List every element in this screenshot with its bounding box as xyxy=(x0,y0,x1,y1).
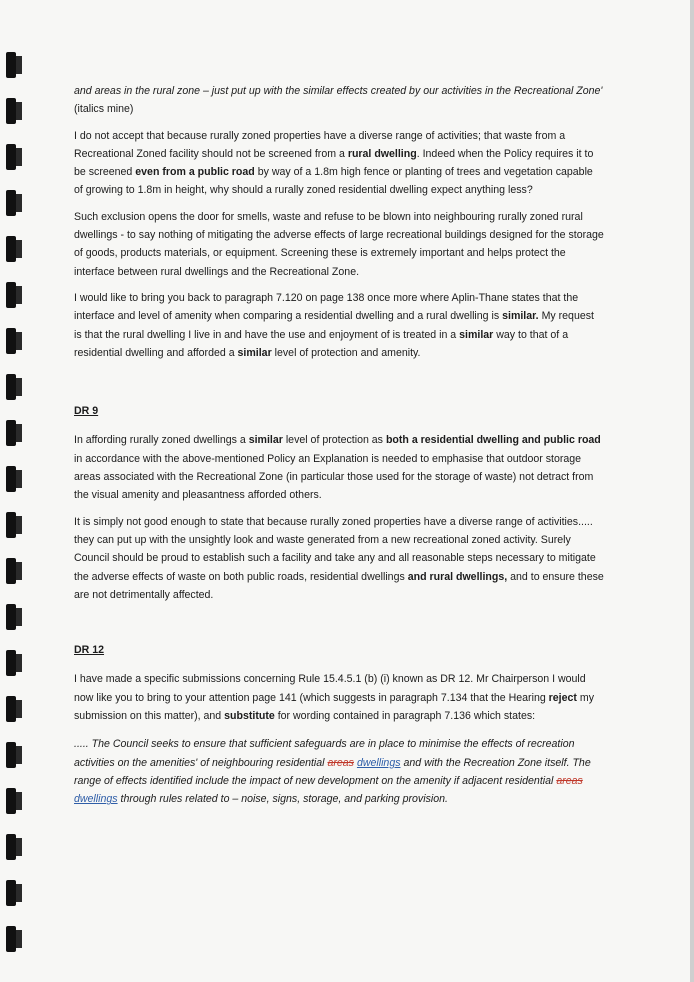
paragraph-dr9-protection: In affording rurally zoned dwellings a similar level of protection as both a residential dwelling and public road in accordance with the above-mentioned Policy an Explanation is needed to emphasise that outdoor storage areas associated with the Recreational Zone (in particular those used for the storage of waste) not detract from the visual amenity and pleasantness afforded others. xyxy=(74,434,601,502)
paragraph-exclusion: Such exclusion opens the door for smells, waste and refuse to be blown into neighbouring rurally zoned rural dwellings - to say nothing of mitigating the adverse effects of large recreational buildings designed for the storage of goods, products materials, or equipment. Screening these is extremely important and helps protect the interface between rural dwellings and the Recreational Zone. xyxy=(74,210,604,278)
paragraph-dr9-waste: It is simply not good enough to state that because rurally zoned properties have a diverse range of activities..... they can put up with the unsightly look and waste generated from a new recreational zoned activity. Surely Council should be proud to establish such a facility and take any and all reasonable steps necessary to mitigate the adverse effects of waste on both public roads, residential dwellings and rural dwellings, and to ensure these are not detrimentally affected. xyxy=(74,515,604,601)
spiral-binding xyxy=(0,0,22,982)
paragraph-screening-objection: I do not accept that because rurally zoned properties have a diverse range of activities; that waste from a Recreational Zoned facility should not be screened from a rural dwelling. Indeed when the Policy requires it to be screened even from a public road by way of a 1.8m high fence or planting of trees and vegetation capable of growing to 1.8m in height, why should a rurally zoned residential dwelling expect anything less? xyxy=(74,129,594,197)
heading-dr9: DR 9 xyxy=(74,405,99,418)
deleted-text: areas xyxy=(556,774,583,787)
inserted-text: dwellings xyxy=(74,793,118,806)
heading-dr12: DR 12 xyxy=(74,644,105,657)
deleted-text: areas xyxy=(327,756,354,769)
document-body xyxy=(74,82,604,817)
paragraph-dr12-submission: I have made a specific submissions concerning Rule 15.4.5.1 (b) (i) known as DR 12. Mr Chairperson I would now like you to bring to your attention page 141 (which suggests in paragraph 7.134 that the Hearing reject my submission on this matter), and substitute for wording contained in paragraph 7.136 which states: xyxy=(74,673,595,723)
page-edge xyxy=(690,0,694,982)
paragraph-quote-continuation: and areas in the rural zone – just put up with the similar effects created by our activities in the Recreational Zone' (italics mine) xyxy=(74,85,603,116)
inserted-text: dwellings xyxy=(356,756,401,769)
paragraph-7-136-quote: ..... The Council seeks to ensure that sufficient safeguards are in place to minimise the effects of recreation activities on the amenities' of neighbouring residential areas dwellings and with the Recreation Zone itself. The range of effects identified include the impact of new development on the amenity if adjacent residential areas dwellings through rules related to – noise, signs, storage, and parking provision. xyxy=(74,738,591,806)
paragraph-7-120: I would like to bring you back to paragraph 7.120 on page 138 once more where Aplin-Thane states that the interface and level of amenity when comparing a residential dwelling and a rural dwelling is similar. My request is that the rural dwelling I live in and have the use and enjoyment of is treated in a similar way to that of a residential dwelling and afforded a similar level of protection and amenity. xyxy=(74,291,594,359)
